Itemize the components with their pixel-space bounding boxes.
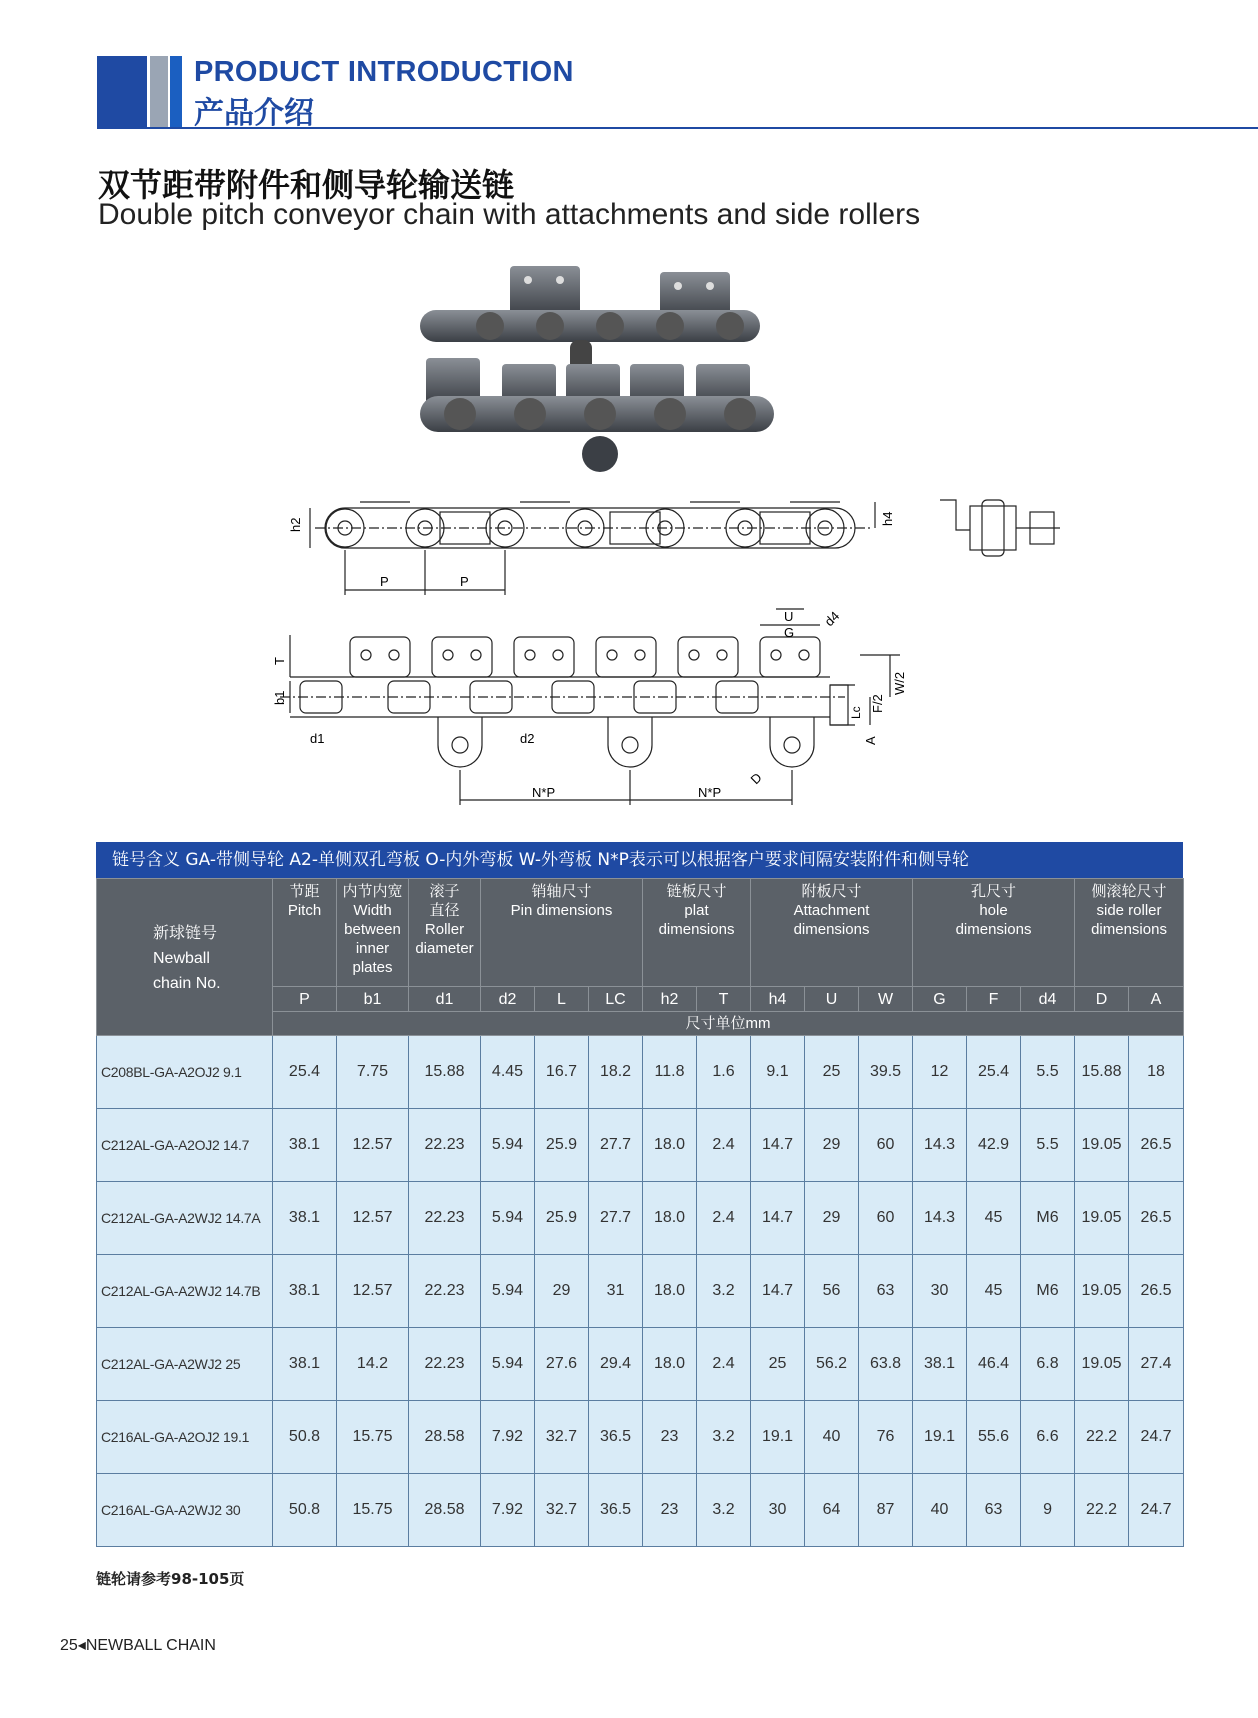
value-cell: 50.8 [273,1401,337,1474]
value-cell: 5.5 [1021,1109,1075,1182]
header-accent-block [97,56,147,128]
value-cell: 55.6 [967,1401,1021,1474]
value-cell: 7.92 [481,1474,535,1547]
value-cell: 39.5 [859,1036,913,1109]
header-pitch: 节距 Pitch [273,879,337,987]
value-cell: 15.75 [337,1401,409,1474]
value-cell: 28.58 [409,1401,481,1474]
header-side-roller-dimensions: 侧滚轮尺寸 side roller dimensions [1075,879,1184,987]
value-cell: 18 [1129,1036,1184,1109]
table-row [97,1036,1184,1109]
chain-photo [420,258,860,474]
header-attachment-dimensions: 附板尺寸 Attachment dimensions [751,879,913,987]
value-cell: 22.23 [409,1182,481,1255]
spec-table-body [97,1036,1184,1547]
header-inner-width: 内节内宽 Width between inner plates [337,879,409,987]
value-cell: 29 [805,1182,859,1255]
value-cell: 76 [859,1401,913,1474]
header-title-en: PRODUCT INTRODUCTION [194,56,574,88]
value-cell: 25.4 [967,1036,1021,1109]
unit-label: 尺寸单位mm [273,1012,1184,1036]
symbol-cell: F [967,987,1021,1012]
symbol-cell: W [859,987,913,1012]
value-cell: 14.7 [751,1182,805,1255]
value-cell: 18.0 [643,1328,697,1401]
symbol-cell: b1 [337,987,409,1012]
value-cell: 87 [859,1474,913,1547]
svg-text:G: G [784,625,795,640]
svg-text:d1: d1 [310,731,325,746]
value-cell: 45 [967,1182,1021,1255]
svg-text:N*P: N*P [532,785,556,800]
header-newball-chain-no: 新球链号 Newball chain No. [97,879,273,1036]
value-cell: 15.88 [1075,1036,1129,1109]
value-cell: 27.7 [589,1182,643,1255]
svg-text:A: A [863,736,878,745]
value-cell: 5.5 [1021,1036,1075,1109]
value-cell: 22.23 [409,1328,481,1401]
spec-table-container [96,842,1183,1547]
value-cell: 12 [913,1036,967,1109]
svg-text:d4: d4 [821,608,843,630]
value-cell: 19.05 [1075,1182,1129,1255]
symbol-cell: d4 [1021,987,1075,1012]
value-cell: 38.1 [273,1255,337,1328]
header-pin-dimensions: 销轴尺寸 Pin dimensions [481,879,643,987]
value-cell: 19.1 [751,1401,805,1474]
svg-text:T: T [272,657,287,665]
page-footer: 25◂NEWBALL CHAIN [60,1637,216,1654]
value-cell: 30 [751,1474,805,1547]
value-cell: M6 [1021,1255,1075,1328]
value-cell: 29 [535,1255,589,1328]
table-row [97,1328,1184,1401]
symbol-cell: L [535,987,589,1012]
value-cell: 22.2 [1075,1474,1129,1547]
value-cell: 29.4 [589,1328,643,1401]
value-cell: 6.6 [1021,1401,1075,1474]
symbol-cell: D [1075,987,1129,1012]
value-cell: 9 [1021,1474,1075,1547]
svg-text:h2: h2 [288,517,303,532]
value-cell: 28.58 [409,1474,481,1547]
value-cell: 23 [643,1474,697,1547]
svg-text:F/2: F/2 [870,694,885,713]
value-cell: 14.3 [913,1109,967,1182]
value-cell: 63 [859,1255,913,1328]
svg-text:U: U [784,609,794,624]
value-cell: 18.0 [643,1182,697,1255]
value-cell: 7.92 [481,1401,535,1474]
value-cell: 36.5 [589,1401,643,1474]
value-cell: 18.0 [643,1109,697,1182]
header-plate-dimensions: 链板尺寸 plat dimensions [643,879,751,987]
value-cell: 7.75 [337,1036,409,1109]
value-cell: 6.8 [1021,1328,1075,1401]
chain-number-cell: C212AL-GA-A2WJ2 14.7A [97,1182,273,1255]
value-cell: 26.5 [1129,1255,1184,1328]
value-cell: 63 [967,1474,1021,1547]
value-cell: 22.2 [1075,1401,1129,1474]
symbol-cell: A [1129,987,1184,1012]
value-cell: 25.9 [535,1182,589,1255]
symbol-cell: LC [589,987,643,1012]
value-cell: 32.7 [535,1474,589,1547]
chain-number-cell: C216AL-GA-A2OJ2 19.1 [97,1401,273,1474]
value-cell: 23 [643,1401,697,1474]
table-row [97,1255,1184,1328]
symbol-cell: d2 [481,987,535,1012]
value-cell: 14.2 [337,1328,409,1401]
symbol-cell: P [273,987,337,1012]
symbol-cell: G [913,987,967,1012]
value-cell: 56 [805,1255,859,1328]
value-cell: 30 [913,1255,967,1328]
value-cell: 19.05 [1075,1328,1129,1401]
value-cell: 1.6 [697,1036,751,1109]
chain-number-cell: C216AL-GA-A2WJ2 30 [97,1474,273,1547]
table-row [97,1474,1184,1547]
value-cell: 3.2 [697,1255,751,1328]
value-cell: 27.6 [535,1328,589,1401]
value-cell: 5.94 [481,1328,535,1401]
value-cell: 14.7 [751,1109,805,1182]
svg-text:N*P: N*P [698,785,722,800]
value-cell: 5.94 [481,1109,535,1182]
value-cell: 38.1 [273,1328,337,1401]
svg-text:W/2: W/2 [892,671,907,695]
value-cell: 26.5 [1129,1109,1184,1182]
value-cell: 38.1 [273,1109,337,1182]
product-title-en: Double pitch conveyor chain with attachments and side rollers [98,198,921,231]
value-cell: 27.7 [589,1109,643,1182]
chain-number-cell: C212AL-GA-A2OJ2 14.7 [97,1109,273,1182]
value-cell: 19.05 [1075,1255,1129,1328]
value-cell: 22.23 [409,1255,481,1328]
chain-top-view-diagram [270,595,930,815]
header-hole-dimensions: 孔尺寸 hole dimensions [913,879,1075,987]
value-cell: 38.1 [273,1182,337,1255]
header-title-cn: 产品介绍 [194,96,314,131]
value-cell: 24.7 [1129,1401,1184,1474]
sprocket-note: 链轮请参考98-105页 [96,1570,245,1588]
svg-text:D: D [747,769,765,788]
symbol-cell: d1 [409,987,481,1012]
value-cell: 60 [859,1182,913,1255]
value-cell: 9.1 [751,1036,805,1109]
value-cell: 32.7 [535,1401,589,1474]
value-cell: 27.4 [1129,1328,1184,1401]
value-cell: 18.2 [589,1036,643,1109]
svg-text:P: P [460,574,469,589]
value-cell: 3.2 [697,1401,751,1474]
value-cell: 12.57 [337,1109,409,1182]
svg-text:b1: b1 [272,690,287,705]
chain-number-cell: C208BL-GA-A2OJ2 9.1 [97,1036,273,1109]
value-cell: 25.4 [273,1036,337,1109]
table-row [97,1401,1184,1474]
svg-text:Lc: Lc [849,706,863,719]
chain-side-view-diagram [270,490,1070,600]
value-cell: 2.4 [697,1109,751,1182]
table-row [97,1109,1184,1182]
value-cell: 2.4 [697,1328,751,1401]
value-cell: 60 [859,1109,913,1182]
value-cell: 5.94 [481,1182,535,1255]
svg-text:h4: h4 [880,511,895,526]
value-cell: 40 [913,1474,967,1547]
header-roller-diameter: 滚子 直径 Roller diameter [409,879,481,987]
value-cell: 3.2 [697,1474,751,1547]
value-cell: 15.75 [337,1474,409,1547]
spec-table [96,878,1184,1547]
value-cell: 46.4 [967,1328,1021,1401]
symbol-cell: T [697,987,751,1012]
svg-text:d2: d2 [520,731,535,746]
value-cell: 14.7 [751,1255,805,1328]
value-cell: 12.57 [337,1255,409,1328]
value-cell: 15.88 [409,1036,481,1109]
value-cell: 26.5 [1129,1182,1184,1255]
table-row [97,1182,1184,1255]
value-cell: 11.8 [643,1036,697,1109]
chain-number-cell: C212AL-GA-A2WJ2 14.7B [97,1255,273,1328]
product-title-cn: 双节距带附件和侧导轮输送链 [98,166,515,204]
value-cell: 50.8 [273,1474,337,1547]
value-cell: 18.0 [643,1255,697,1328]
value-cell: 29 [805,1109,859,1182]
value-cell: 25 [805,1036,859,1109]
value-cell: 19.1 [913,1401,967,1474]
value-cell: 2.4 [697,1182,751,1255]
value-cell: 56.2 [805,1328,859,1401]
value-cell: 38.1 [913,1328,967,1401]
value-cell: 14.3 [913,1182,967,1255]
value-cell: 12.57 [337,1182,409,1255]
value-cell: 25 [751,1328,805,1401]
value-cell: M6 [1021,1182,1075,1255]
table-note: 链号含义 GA-带侧导轮 A2-单侧双孔弯板 O-内外弯板 W-外弯板 N*P表示可以根据客户要求间隔安装附件和侧导轮 [96,842,1183,878]
symbol-cell: U [805,987,859,1012]
svg-text:P: P [380,574,389,589]
symbol-cell: h2 [643,987,697,1012]
value-cell: 36.5 [589,1474,643,1547]
value-cell: 19.05 [1075,1109,1129,1182]
value-cell: 42.9 [967,1109,1021,1182]
value-cell: 16.7 [535,1036,589,1109]
value-cell: 45 [967,1255,1021,1328]
value-cell: 31 [589,1255,643,1328]
symbol-cell: h4 [751,987,805,1012]
chain-number-cell: C212AL-GA-A2WJ2 25 [97,1328,273,1401]
value-cell: 24.7 [1129,1474,1184,1547]
header-accent-gray [150,56,168,128]
value-cell: 4.45 [481,1036,535,1109]
header-accent-blue [170,56,182,128]
value-cell: 22.23 [409,1109,481,1182]
value-cell: 5.94 [481,1255,535,1328]
value-cell: 25.9 [535,1109,589,1182]
value-cell: 40 [805,1401,859,1474]
value-cell: 63.8 [859,1328,913,1401]
value-cell: 64 [805,1474,859,1547]
